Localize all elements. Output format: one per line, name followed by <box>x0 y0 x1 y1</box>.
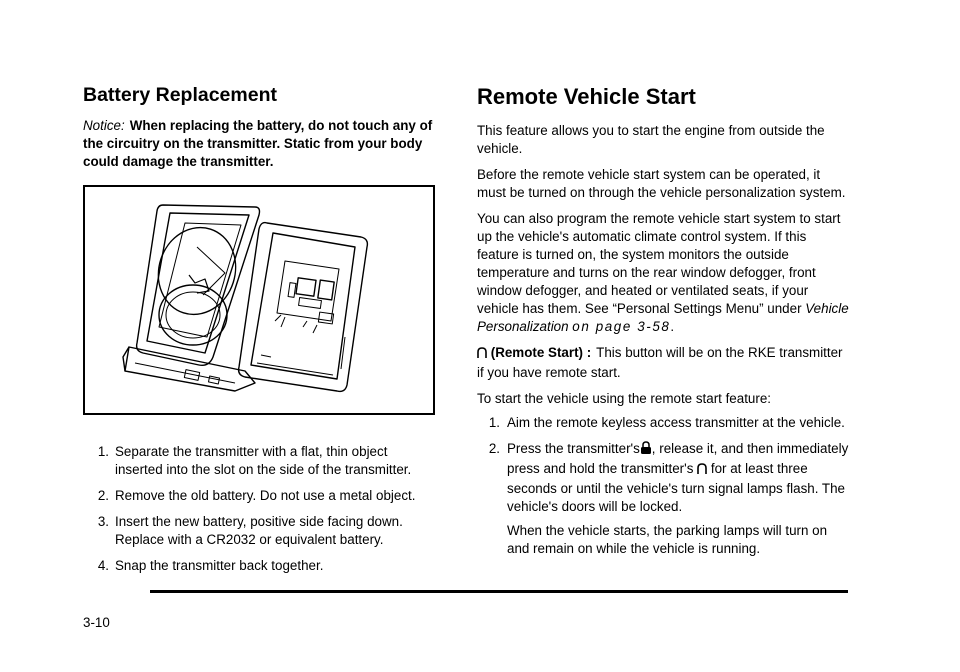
list-item <box>477 414 849 432</box>
period: . <box>670 319 675 334</box>
step-text: Insert the new battery, positive side facing down. Replace with a CR2032 or equivalent battery. <box>115 514 403 547</box>
vehicle-personalization-link[interactable]: Vehicle Personalization <box>477 301 849 334</box>
list-item <box>83 557 435 575</box>
paragraph-climate <box>477 210 849 336</box>
paragraph-personalization: Before the remote vehicle start system can be operated, it must be turned on through the vehicle personalization system. <box>477 167 846 200</box>
page-number: 3-10 <box>83 615 110 630</box>
step-number: 2. <box>97 488 109 503</box>
remote-start-icon <box>477 346 487 364</box>
transmitter-drawing <box>85 187 433 413</box>
step-number: 3. <box>97 514 109 529</box>
paragraph-intro: This feature allows you to start the engine from outside the vehicle. <box>477 123 825 156</box>
step-text: Aim the remote keyless access transmitter at the vehicle. <box>507 415 845 430</box>
notice-text: When replacing the battery, do not touch any of the circuitry on the transmitter. Static from your body could damage the transmitter. <box>83 118 433 169</box>
left-column <box>83 84 435 583</box>
battery-replacement-heading: Battery Replacement <box>83 84 277 106</box>
step-number: 4. <box>97 558 109 573</box>
step-number: 1. <box>97 444 109 459</box>
lock-icon <box>640 441 652 460</box>
climate-text: You can also program the remote vehicle start system to start up the vehicle's automatic climate control system. If this feature is turned on, the system monitors the outside temperature and turns on the rear window defogger, front window defogger, and heated or ventilated seats, if your vehicle has them. See “Personal Settings Menu” under <box>477 211 841 316</box>
battery-steps-list <box>83 443 435 575</box>
step-text: Snap the transmitter back together. <box>115 558 324 573</box>
feature-text: This button will be on the RKE transmitter if you have remote start. <box>477 345 843 380</box>
notice-paragraph <box>83 117 435 171</box>
remote-start-steps <box>477 414 849 516</box>
notice-label: Notice: <box>83 118 125 133</box>
page-reference[interactable]: on page 3-58 <box>572 319 671 334</box>
step2-part-c: for at least three seconds or until the vehicle's turn signal lamps flash. The vehicle's doors will be locked. <box>507 461 845 514</box>
right-column <box>477 84 849 558</box>
list-item <box>83 443 435 479</box>
step-text: Separate the transmitter with a flat, thin object inserted into the slot on the side of the transmitter. <box>115 444 412 477</box>
step2-part-b: , release it, and then immediately press and hold the transmitter's <box>507 441 849 476</box>
list-item <box>477 440 849 516</box>
step-number: 1. <box>488 415 500 430</box>
instructions-intro: To start the vehicle using the remote start feature: <box>477 391 771 406</box>
footer-rule <box>150 590 848 593</box>
remote-vehicle-start-heading: Remote Vehicle Start <box>477 84 696 109</box>
feature-label: (Remote Start) : <box>490 345 592 360</box>
transmitter-battery-illustration <box>83 185 435 415</box>
parking-lamps-note: When the vehicle starts, the parking lamps will turn on and remain on while the vehicle is running. <box>507 523 828 556</box>
step2-part-a: Press the transmitter's <box>507 441 640 456</box>
list-item <box>83 513 435 549</box>
list-item <box>83 487 435 505</box>
remote-start-icon <box>697 462 707 480</box>
remote-start-feature <box>477 344 849 382</box>
step-text: Remove the old battery. Do not use a metal object. <box>115 488 416 503</box>
step-text <box>507 440 849 516</box>
step-number: 2. <box>488 441 500 456</box>
